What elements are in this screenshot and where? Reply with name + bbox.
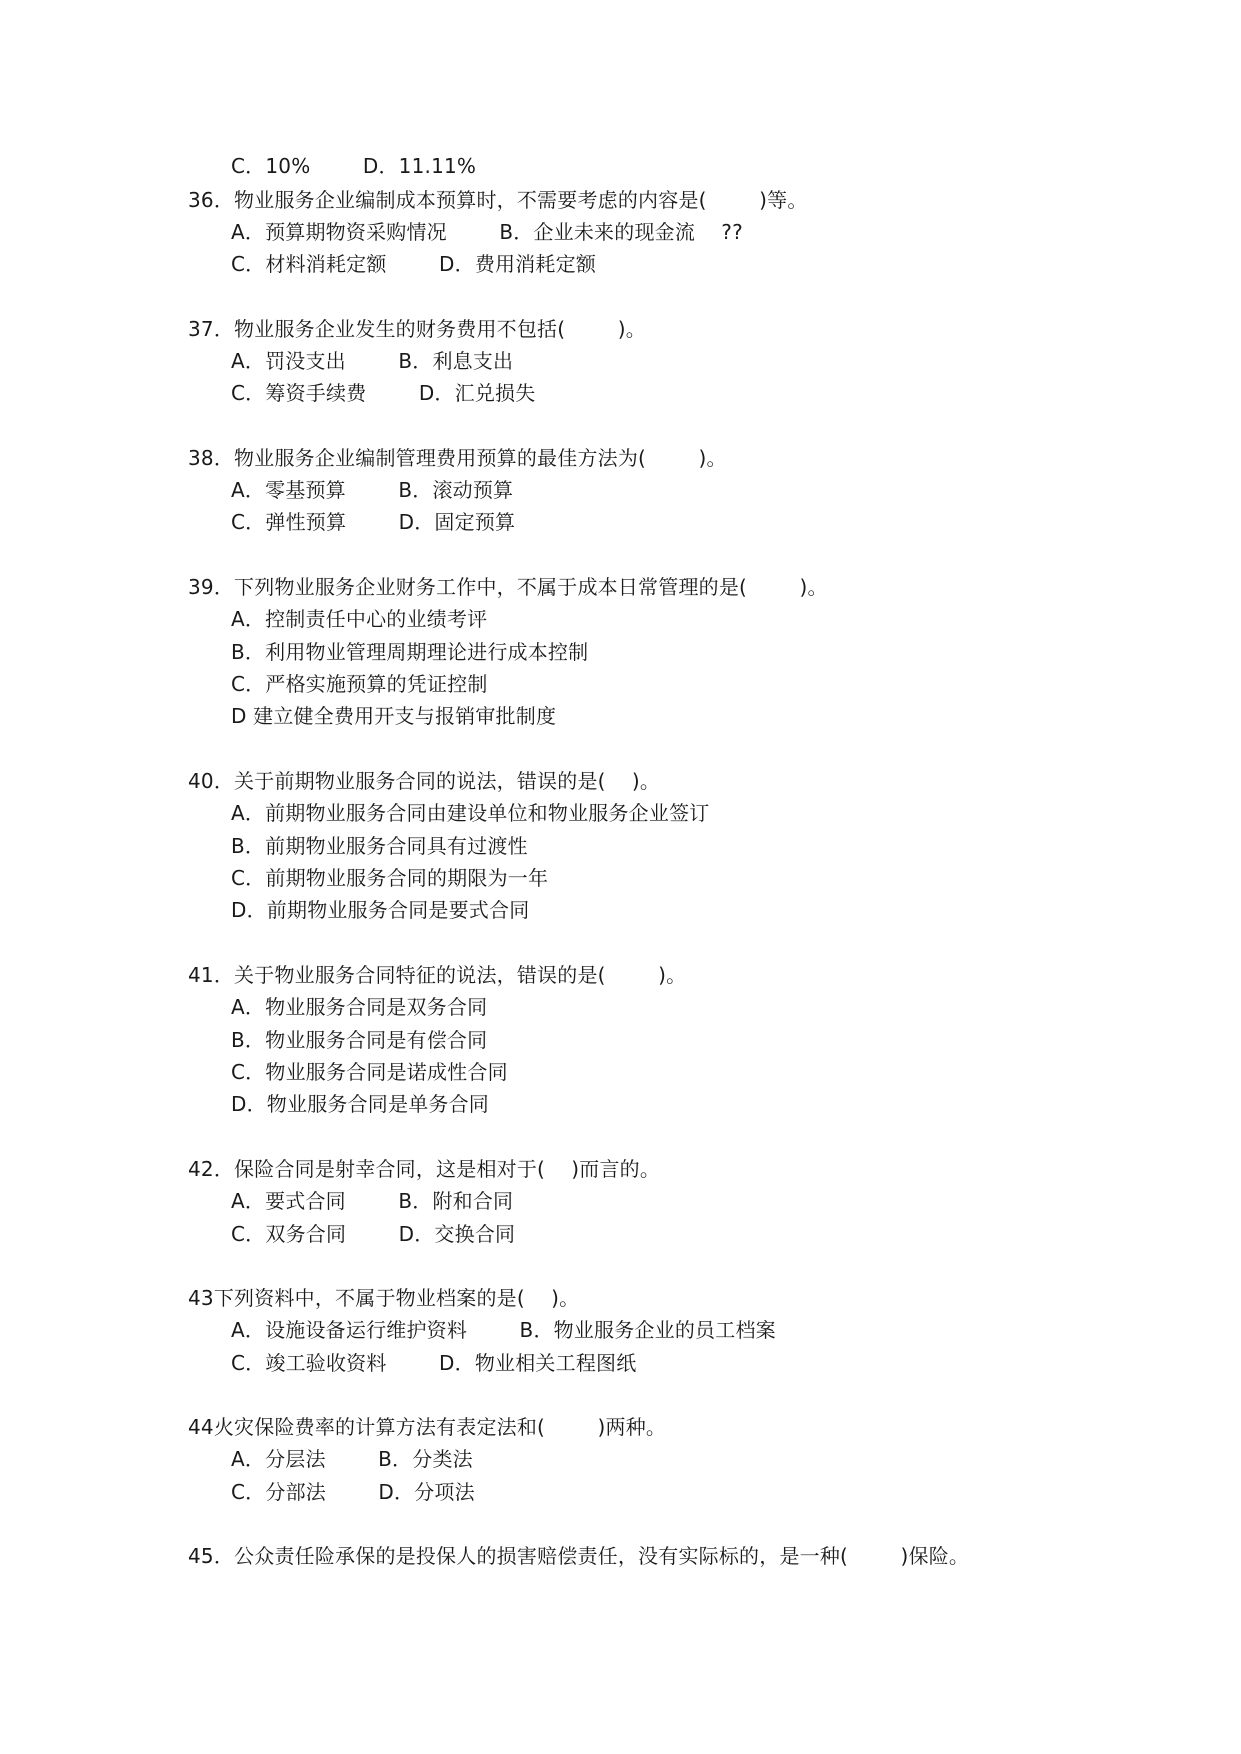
option-line: A．要式合同 B．附和合同: [231, 1189, 514, 1213]
option-line: C．分部法 D．分项法: [231, 1480, 475, 1504]
option-line: D．前期物业服务合同是要式合同: [231, 898, 530, 922]
option-line: C．前期物业服务合同的期限为一年: [231, 866, 549, 890]
question-42: 42．保险合同是射幸合同，这是相对于( )而言的。: [188, 1157, 661, 1181]
question-38: 38．物业服务企业编制管理费用预算的最佳方法为( )。: [188, 446, 727, 470]
option-line: A．前期物业服务合同由建设单位和物业服务企业签订: [231, 801, 710, 825]
option-line: A．控制责任中心的业绩考评: [231, 607, 488, 631]
question-44: 44火灾保险费率的计算方法有表定法和( )两种。: [188, 1415, 667, 1439]
option-line: A．物业服务合同是双务合同: [231, 995, 488, 1019]
option-line: C．10% D．11.11%: [231, 154, 477, 178]
question-45: 45．公众责任险承保的是投保人的损害赔偿责任，没有实际标的，是一种( )保险。: [188, 1544, 970, 1568]
option-line: B．利用物业管理周期理论进行成本控制: [231, 640, 589, 664]
option-line: D 建立健全费用开支与报销审批制度: [231, 704, 557, 728]
option-line: A．分层法 B．分类法: [231, 1447, 473, 1471]
question-40: 40．关于前期物业服务合同的说法，错误的是( )。: [188, 769, 661, 793]
option-line: B．物业服务合同是有偿合同: [231, 1028, 488, 1052]
option-line: C．竣工验收资料 D．物业相关工程图纸: [231, 1351, 637, 1375]
question-41: 41．关于物业服务合同特征的说法，错误的是( )。: [188, 963, 687, 987]
option-line: A．设施设备运行维护资料 B．物业服务企业的员工档案: [231, 1318, 776, 1342]
option-line: D．物业服务合同是单务合同: [231, 1092, 490, 1116]
option-line: B．前期物业服务合同具有过渡性: [231, 834, 528, 858]
option-line: C．筹资手续费 D．汇兑损失: [231, 381, 536, 405]
option-line: C．物业服务合同是诺成性合同: [231, 1060, 508, 1084]
option-line: A．预算期物资采购情况 B．企业未来的现金流 ??: [231, 220, 743, 244]
question-36: 36．物业服务企业编制成本预算时，不需要考虑的内容是( )等。: [188, 188, 808, 212]
option-line: C．弹性预算 D．固定预算: [231, 510, 516, 534]
option-line: A．零基预算 B．滚动预算: [231, 478, 514, 502]
option-line: C．双务合同 D．交换合同: [231, 1222, 516, 1246]
question-43: 43下列资料中，不属于物业档案的是( )。: [188, 1286, 580, 1310]
question-37: 37．物业服务企业发生的财务费用不包括( )。: [188, 317, 646, 341]
option-line: C．材料消耗定额 D．费用消耗定额: [231, 252, 597, 276]
option-line: C．严格实施预算的凭证控制: [231, 672, 488, 696]
option-line: A．罚没支出 B．利息支出: [231, 349, 514, 373]
question-39: 39．下列物业服务企业财务工作中，不属于成本日常管理的是( )。: [188, 575, 828, 599]
